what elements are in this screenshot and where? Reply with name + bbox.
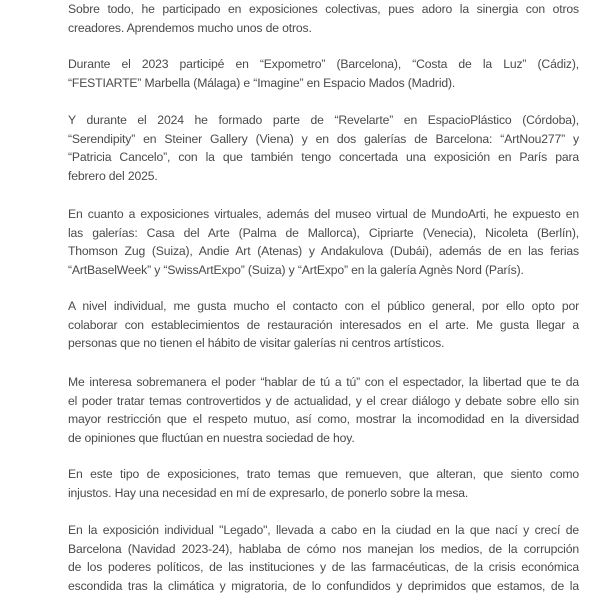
text-line: febrero del 2025. [68, 168, 158, 183]
text-line: En este tipo de exposiciones, trato temas que remueven, que alteran, que siento como [68, 467, 579, 481]
text-line: Barcelona (Navidad 2023-24), hablaba de cómo nos manejan los medios, de la corrupción [68, 541, 579, 556]
paragraph-virtual-exhibitions [68, 205, 579, 279]
text-line: creadores. Aprendemos mucho unos de otros. [68, 20, 312, 35]
text-line: Me interesa sobremanera el poder “hablar de tú a tú” con el espectador, la libertad que te da [68, 375, 579, 389]
text-line: el poder tratar temas controvertidos y de actualidad, y el crear diálogo y debate sobre ello sin [68, 393, 579, 408]
paragraph-individual-level [68, 297, 579, 353]
paragraph-exhibition-themes [68, 465, 579, 502]
text-line: injustos. Hay una necesidad en mí de expresarlo, de ponerlo sobre la mesa. [68, 485, 469, 500]
text-line: Y durante el 2024 he formado parte de “Revelarte” en EspacioPlástico (Córdoba), [68, 113, 579, 127]
text-line: A nivel individual, me gusta mucho el contacto con el público general, por ello opto por [68, 299, 579, 313]
text-line: Sobre todo, he participado en exposiciones colectivas, pues adoro la sinergia con otros [68, 2, 579, 16]
text-line: “FESTIARTE” Marbella (Málaga) e “Imagine” en Espacio Mados (Madrid). [68, 75, 456, 90]
text-line: Durante el 2023 participé en “Expometro” (Barcelona), “Costa de la Luz” (Cádiz), [68, 57, 579, 71]
paragraph-2024-exhibitions [68, 111, 579, 185]
text-line: “Patricia Cancelo”, con la que también tengo concertada una exposición en París para [68, 150, 579, 165]
text-line: En la exposición individual "Legado", llevada a cabo en la ciudad en la que nací y crecí de [68, 523, 579, 537]
paragraph-2023-exhibitions [68, 55, 579, 92]
text-line: Thomson Zug (Suiza), Andie Art (Atenas) y Andakulova (Dubái), además de en las ferias [68, 244, 579, 259]
paragraph-legado-exhibition [68, 521, 579, 595]
text-line: mayor restricción que el respeto mutuo, así como, mostrar la incomodidad en la diversidad [68, 412, 579, 427]
text-line: de opiniones que fluctúan en nuestra sociedad de hoy. [68, 430, 355, 445]
text-line: colaborar con establecimientos de restauración interesados en el arte. Me gusta llegar a [68, 317, 579, 332]
text-line: “Serendipity” en Steiner Gallery (Viena) y en dos galerías de Barcelona: “ArtNou277” y [68, 131, 579, 146]
text-line: “ArtBaselWeek” y “SwissArtExpo” (Suiza) y “ArtExpo” en la galería Agnès Nord (París). [68, 262, 524, 277]
text-line: personas que no tienen el hábito de visitar galerías ni centros artísticos. [68, 336, 445, 351]
paragraph-dialogue-with-viewer [68, 373, 579, 447]
text-line: escondida tras la climática y migratoria, de lo confundidos y deprimidos que estamos, de la [68, 578, 579, 593]
paragraph-collective-exhibitions [68, 0, 579, 37]
text-line: de los poderes políticos, de las instituciones y de las farmacéuticas, de la crisis económica [68, 560, 579, 575]
text-line: En cuanto a exposiciones virtuales, además del museo virtual de MundoArti, he expuesto en [68, 207, 579, 221]
text-line: las galerías: Casa del Arte (Palma de Mallorca), Cipriarte (Venecia), Nicoleta (Berlín), [68, 225, 579, 240]
